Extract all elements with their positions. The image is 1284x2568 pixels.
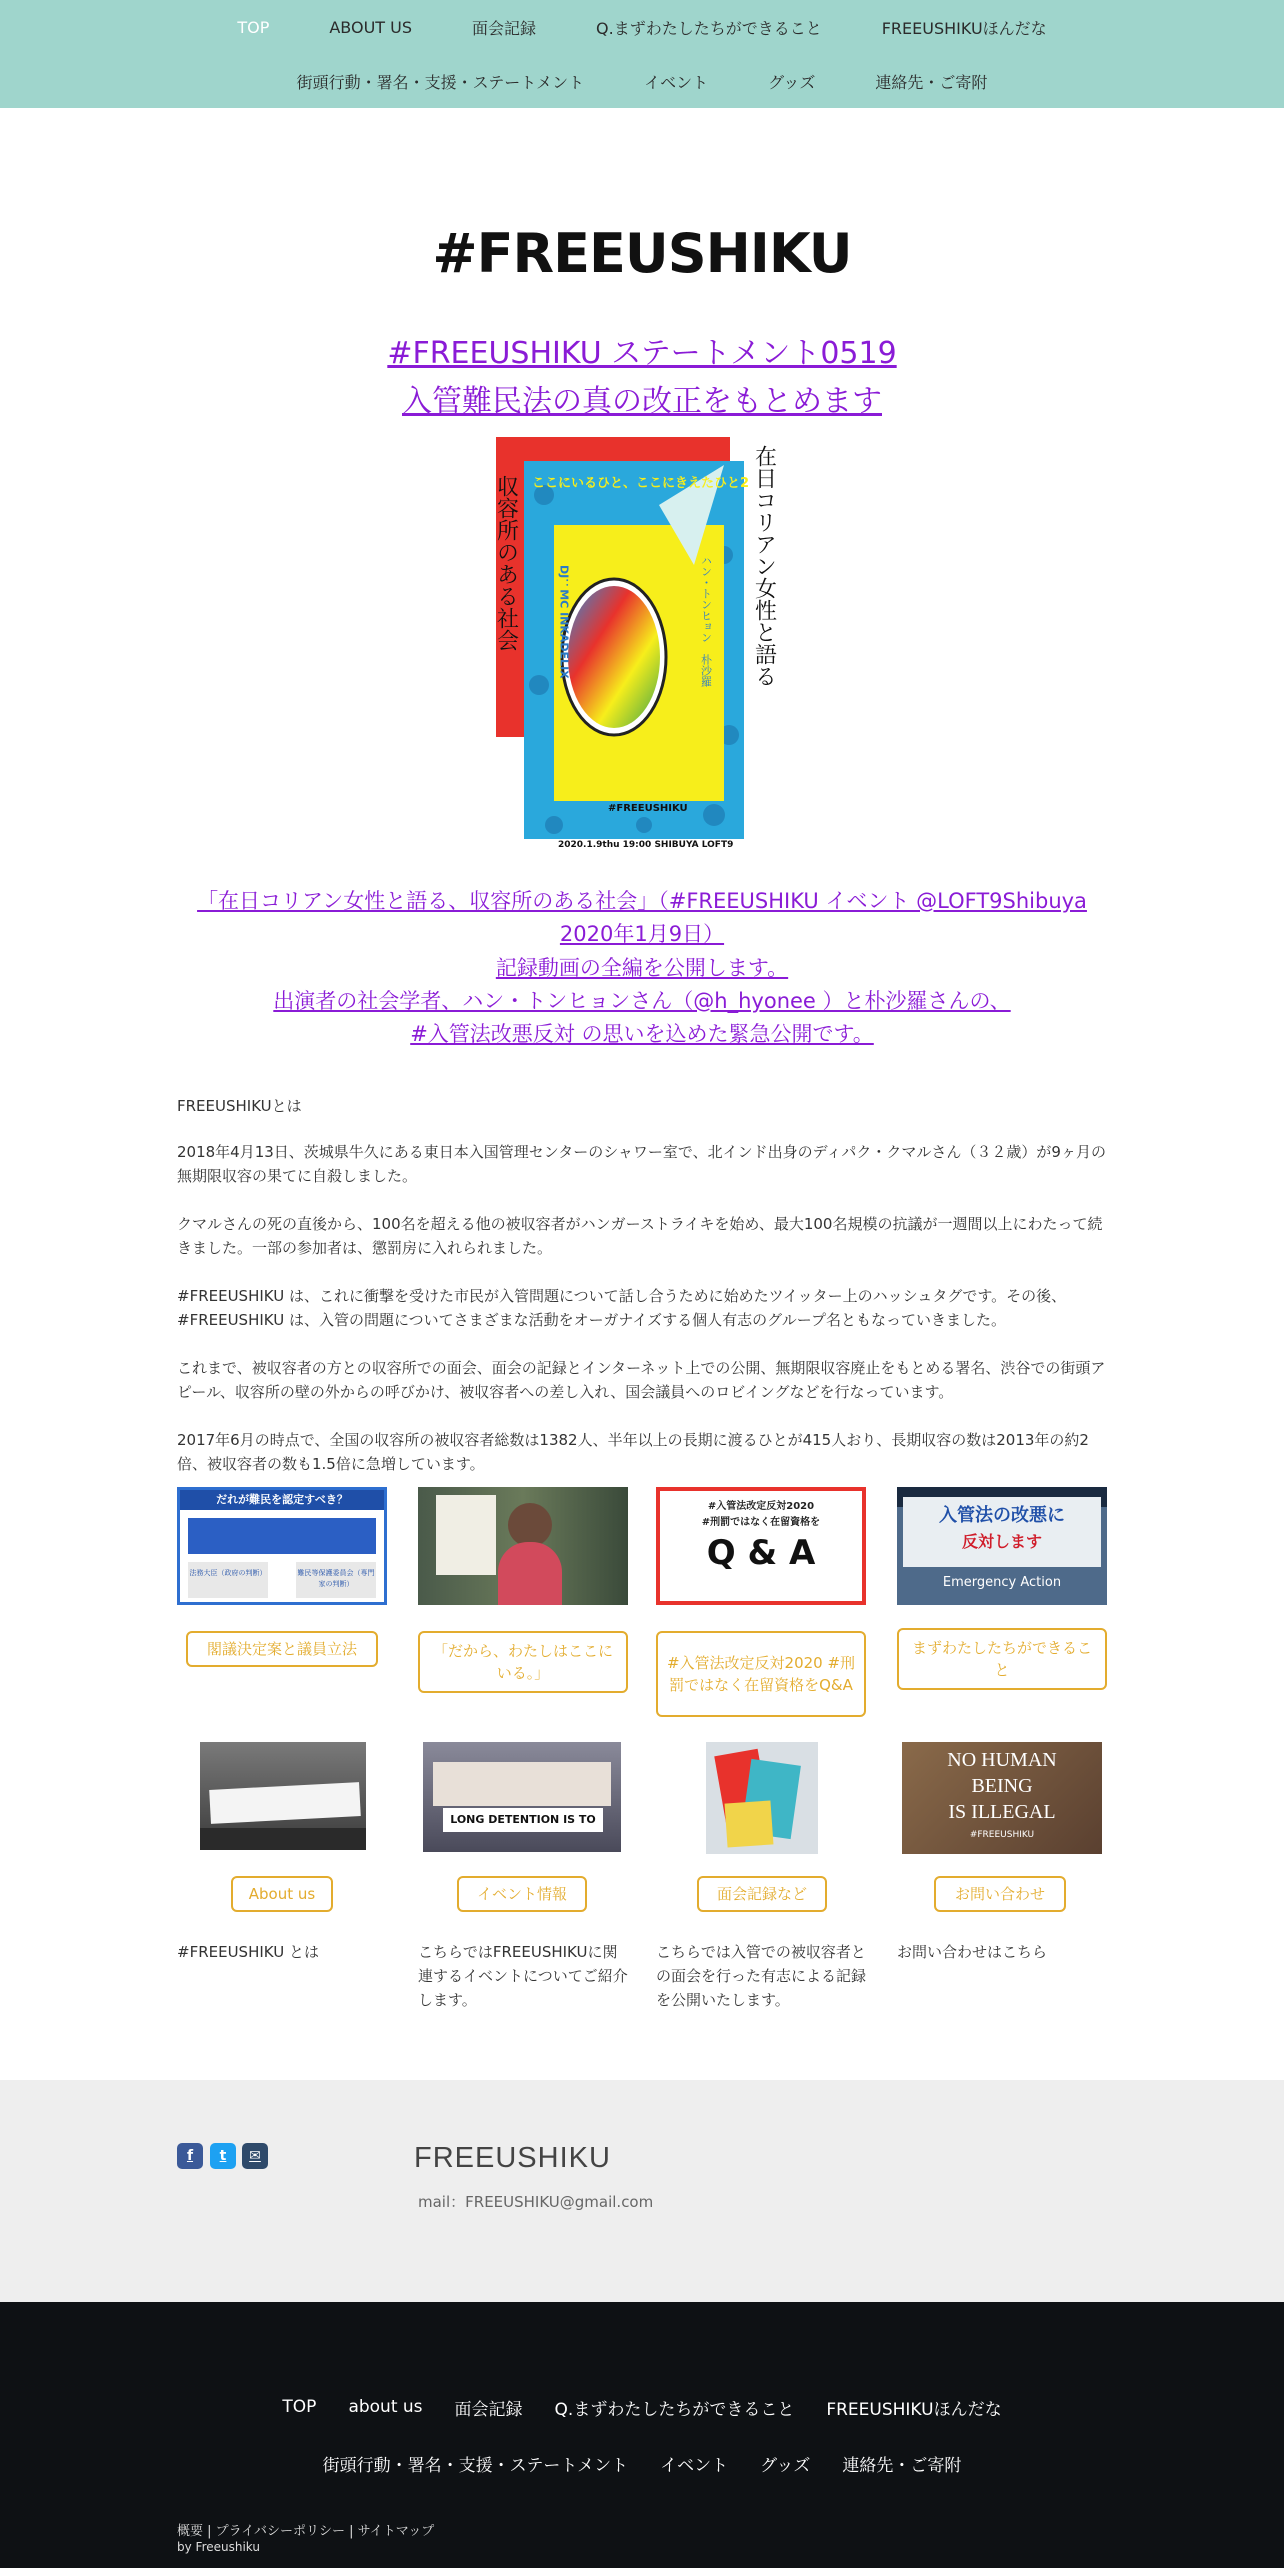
card-image-nhi-line1: NO HUMAN [947, 1749, 1057, 1771]
statement-link-line2[interactable]: 入管難民法の真の改正をもとめます [402, 384, 882, 419]
card-image-event-text: LONG DETENTION IS TO [443, 1808, 603, 1832]
bottom-nav-contact[interactable]: 連絡先・ご寄附 [842, 2455, 962, 2476]
card-image-portrait[interactable] [418, 1487, 628, 1605]
event-link-line3[interactable]: 記録動画の全編を公開します。 [495, 956, 789, 980]
about-heading: FREEUSHIKUとは [177, 1097, 302, 1115]
card-image-no-human-illegal[interactable] [902, 1742, 1102, 1854]
nav-contact[interactable]: 連絡先・ご寄附 [875, 72, 988, 92]
card-image-nhi-line3: IS ILLEGAL [948, 1801, 1056, 1823]
card-image-banner-line3: Emergency Action [942, 1575, 1062, 1590]
top-nav-row1 [0, 12, 1284, 42]
event-poster-image[interactable] [494, 435, 790, 851]
bottom-nav-row2 [0, 2448, 1284, 2478]
card-image-refugee-left: 法務大臣（政府の判断） [188, 1562, 268, 1598]
poster-vertical-right: 在日コリアン女性と語る [751, 445, 777, 687]
nav-what-we-can-do[interactable]: Q.まずわたしたちができること [596, 18, 822, 38]
mail-icon[interactable]: ✉ [242, 2143, 268, 2169]
poster-brand: #FREEUSHIKU [608, 803, 688, 814]
poster-side-text: ハン・トンヒョン 朴沙羅 [699, 555, 713, 687]
event-link-line2[interactable]: 2020年1月9日） [559, 922, 725, 946]
card-image-refugee[interactable] [177, 1487, 387, 1605]
card-image-nhi-line2: BEING [971, 1775, 1033, 1797]
poster-dj-text: DJ：MC INKADELIX [557, 565, 571, 679]
bottom-nav-goods[interactable]: グッズ [760, 2455, 811, 2476]
nav-goods[interactable]: グッズ [768, 72, 816, 92]
about-paragraph-4: これまで、被収容者の方との収容所での面会、面会の記録とインターネット上での公開、無期限収容廃止をもとめる署名、渋谷での街頭アピール、収容所の壁の外からの呼びかけ、被収容者への差し入れ、国会議員へのロビイングなどを行なっています。 [177, 1359, 1106, 1401]
card-image-banner-line2: 反対します [961, 1532, 1042, 1551]
card-button-visit-records[interactable]: 面会記録など [697, 1876, 827, 1912]
about-paragraph-5: 2017年6月の時点で、全国の収容所の被収容者総数は1382人、半年以上の長期に渡るひとが415人おり、長期収容の数は2013年の約2倍、被収容者の数も1.5倍に急増しています。 [177, 1431, 1089, 1473]
nav-visit-records[interactable]: 面会記録 [472, 18, 537, 38]
card-image-qa-sub: #刑罰ではなく在留資格を [701, 1517, 821, 1528]
card-image-refugee-right: 難民等保護委員会（専門家の判断） [296, 1562, 376, 1598]
card-image-event-crowd[interactable] [423, 1742, 621, 1852]
about-paragraph-3: #FREEUSHIKU は、これに衝撃を受けた市民が入管問題について話し合うために始めたツイッター上のハッシュタグです。その後、#FREEUSHIKU は、入管の問題についてさまざまな活動をオーガナイズする個人有志のグループ名ともなっていきました。 [177, 1287, 1067, 1329]
bottom-nav-events[interactable]: イベント [660, 2455, 729, 2476]
bottom-nav-visit-records[interactable]: 面会記録 [454, 2399, 523, 2420]
card-button-event-info[interactable]: イベント情報 [457, 1876, 587, 1912]
nav-about-us[interactable]: ABOUT US [329, 17, 413, 37]
card-button-about-us[interactable]: About us [231, 1876, 333, 1912]
card-image-protest[interactable] [200, 1742, 366, 1850]
event-link-line1[interactable]: 「在日コリアン女性と語る、収容所のある社会」（#FREEUSHIKU イベント @LOFT9Shibuya [197, 889, 1087, 913]
twitter-icon[interactable]: t [210, 2143, 236, 2169]
bottom-nav-top[interactable]: TOP [282, 2397, 317, 2417]
card-desc-about-us: #FREEUSHIKU とは [177, 1943, 319, 1961]
footer-mail: mail：FREEUSHIKU@gmail.com [418, 2193, 654, 2211]
byline: by Freeushiku [177, 2540, 260, 2554]
card-image-banner-line1: 入管法の改悪に [939, 1505, 1065, 1526]
nav-top[interactable]: TOP [237, 17, 270, 37]
event-link-line4[interactable]: 出演者の社会学者、ハン・トンヒョンさん（@h_hyonee ）と朴沙羅さんの、 [273, 989, 1011, 1013]
card-image-qa[interactable] [656, 1487, 866, 1605]
nav-actions[interactable]: 街頭行動・署名・支援・ステートメント [296, 72, 585, 92]
about-paragraph-2: クマルさんの死の直後から、100名を超える他の被収容者がハンガーストライキを始め、最大100名規模の抗議が一週間以上にわたって続きました。一部の参加者は、懲罰房に入れられました。 [177, 1215, 1103, 1257]
card-desc-contact: お問い合わせはこちら [897, 1943, 1048, 1961]
card-desc-visit-records: こちらでは入管での被収容者との面会を行った有志による記録を公開いたします。 [656, 1943, 867, 2009]
nav-events[interactable]: イベント [644, 72, 709, 92]
top-nav-row2 [0, 66, 1284, 96]
poster-top-text: ここにいるひと、ここにきえたひと2 [532, 476, 750, 491]
bottom-nav-what-we-can-do[interactable]: Q.まずわたしたちができること [554, 2399, 795, 2420]
top-nav [0, 0, 1284, 108]
about-paragraph-1: 2018年4月13日、茨城県牛久にある東日本入国管理センターのシャワー室で、北インド出身のディパク・クマルさん（３２歳）が9ヶ月の無期限収容の果てに自殺しました。 [177, 1143, 1106, 1185]
legal-links[interactable]: 概要 | プライバシーポリシー | サイトマップ [177, 2524, 435, 2539]
poster-date-line: 2020.1.9thu 19:00 SHIBUYA LOFT9 [558, 840, 734, 850]
card-image-refugee-title: だれが難民を認定すべき？ [180, 1490, 384, 1510]
card-desc-event-info: こちらではFREEUSHIKUに関連するイベントについてご紹介します。 [418, 1943, 628, 2009]
poster-vertical-left: 収容所のある社会 [494, 475, 519, 651]
card-button-here[interactable]: 「だから、わたしはここにいる。」 [418, 1631, 628, 1693]
site-title: #FREEUSHIKU [432, 222, 852, 285]
card-image-banner[interactable] [897, 1487, 1107, 1605]
card-button-bill[interactable]: 閣議決定案と議員立法 [186, 1631, 378, 1667]
card-image-qa-title: #入管法改定反対2020 [707, 1501, 815, 1512]
card-button-qa[interactable]: #入管法改定反対2020 #刑罰ではなく在留資格をQ&A [656, 1631, 866, 1717]
nav-bookshelf[interactable]: FREEUSHIKUほんだな [881, 18, 1047, 38]
bottom-nav-about-us[interactable]: about us [348, 2397, 423, 2417]
card-image-qa-big: Q & A [706, 1533, 816, 1573]
card-button-what-we-can-do[interactable]: まずわたしたちができること [897, 1628, 1107, 1690]
card-image-visit-cards[interactable] [706, 1742, 818, 1854]
card-button-contact[interactable]: お問い合わせ [934, 1876, 1066, 1912]
bottom-nav-bookshelf[interactable]: FREEUSHIKUほんだな [826, 2399, 1002, 2420]
bottom-nav-row1 [0, 2392, 1284, 2422]
card-image-nhi-tag: #FREEUSHIKU [969, 1830, 1035, 1840]
facebook-icon[interactable]: f [177, 2143, 203, 2169]
statement-link-line1[interactable]: #FREEUSHIKU ステートメント0519 [387, 336, 897, 371]
event-link-line5[interactable]: #入管法改悪反対 の思いを込めた緊急公開です。 [410, 1022, 874, 1046]
footer-brand: FREEUSHIKU [414, 2142, 611, 2174]
bottom-nav-actions[interactable]: 街頭行動・署名・支援・ステートメント [322, 2455, 629, 2476]
